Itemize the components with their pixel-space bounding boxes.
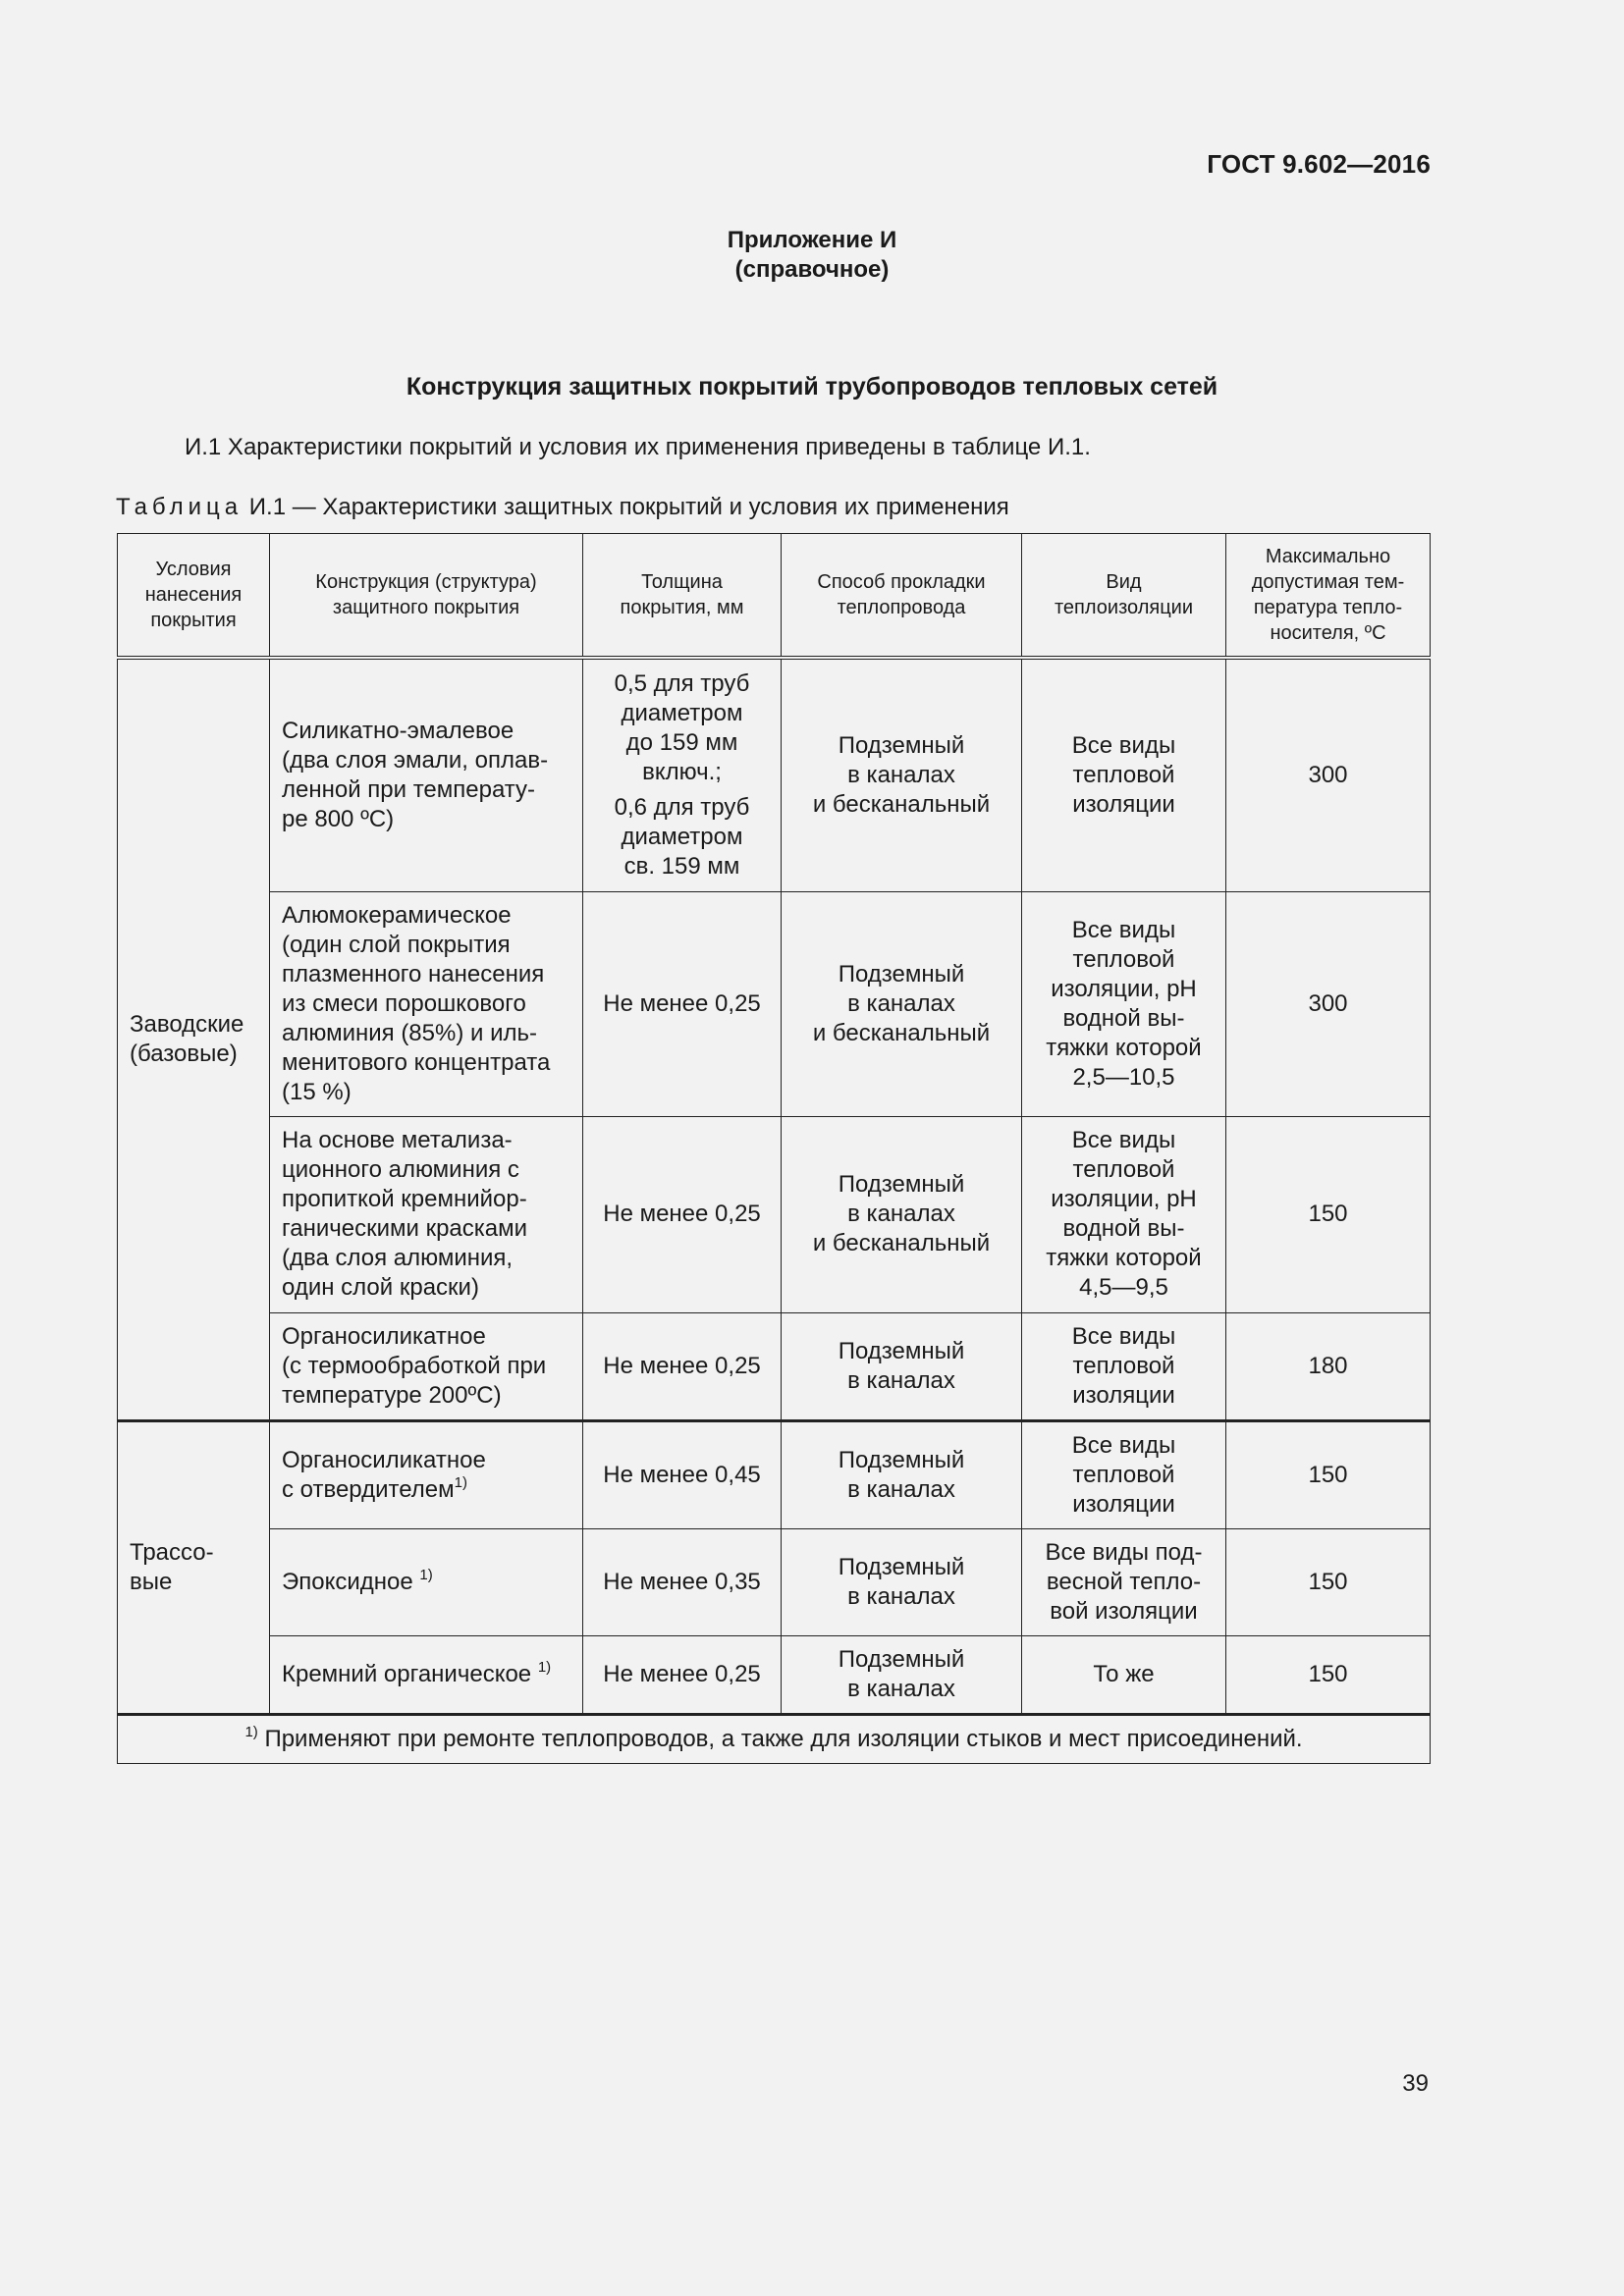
cell-max-temp: 150 xyxy=(1226,1420,1431,1528)
header-thickness: Толщина покрытия, мм xyxy=(583,534,782,659)
table-row xyxy=(118,1635,1431,1714)
cell-max-temp: 150 xyxy=(1226,1528,1431,1635)
header-insulation: Вид теплоизоляции xyxy=(1022,534,1226,659)
table-row xyxy=(118,1116,1431,1312)
section-title: Конструкция защитных покрытий трубопроводов тепловых сетей xyxy=(406,373,1218,400)
cell-thickness: Не менее 0,25 xyxy=(583,1312,782,1420)
table-row xyxy=(118,1528,1431,1635)
cell-thickness: Не менее 0,25 xyxy=(583,1116,782,1312)
cell-laying: Подземный в каналах xyxy=(782,1312,1022,1420)
standard-designation: ГОСТ 9.602—2016 xyxy=(1207,149,1431,179)
cell-thickness: 0,5 для труб диаметром до 159 мм включ.; 0,6 для труб диаметром св. 159 мм xyxy=(583,658,782,891)
cell-thickness: Не менее 0,25 xyxy=(583,1635,782,1714)
footnote-text: Применяют при ремонте теплопроводов, а также для изоляции стыков и мест присоединений. xyxy=(257,1725,1303,1752)
cell-insulation: Все виды тепловой изоляции, pH водной вы- тяжки которой 4,5—9,5 xyxy=(1022,1116,1226,1312)
cell-insulation: Все виды тепловой изоляции xyxy=(1022,658,1226,891)
table-header-row xyxy=(118,534,1431,659)
header-laying: Способ прокладки теплопровода xyxy=(782,534,1022,659)
cell-construction: Эпоксидное $^{1)}$ xyxy=(270,1528,583,1635)
table-row xyxy=(118,891,1431,1116)
group-factory: Заводские (базовые) xyxy=(118,658,270,1420)
cell-construction: Органосиликатное (с термообработкой при температуре 200ºС) xyxy=(270,1312,583,1420)
table-caption-text: И.1 — Характеристики защитных покрытий и условия их применения xyxy=(248,494,1009,520)
appendix-title: Приложение И xyxy=(727,227,897,253)
cell-laying: Подземный в каналах и бесканальный xyxy=(782,891,1022,1116)
cell-max-temp: 150 xyxy=(1226,1635,1431,1714)
cell-construction: Алюмокерамическое (один слой покрытия плазменного нанесения из смеси порошкового алюминия (85%) и иль- менитового концентрата (15 %) xyxy=(270,891,583,1116)
table-row xyxy=(118,1312,1431,1420)
table-footnote-row xyxy=(118,1714,1431,1763)
cell-construction: На основе метализа- ционного алюминия с пропиткой кремнийор- ганическими красками (два слоя алюминия, один слой краски) xyxy=(270,1116,583,1312)
appendix-heading xyxy=(0,226,1624,285)
intro-paragraph: И.1 Характеристики покрытий и условия их применения приведены в таблице И.1. xyxy=(185,434,1091,460)
cell-laying: Подземный в каналах и бесканальный xyxy=(782,658,1022,891)
footnote-mark: 1) xyxy=(244,1723,258,1740)
cell-laying: Подземный в каналах xyxy=(782,1528,1022,1635)
table-caption-label: Таблица xyxy=(116,494,244,520)
table-row xyxy=(118,658,1431,891)
cell-insulation: Все виды под- весной тепло- вой изоляции xyxy=(1022,1528,1226,1635)
group-route: Трассо- вые xyxy=(118,1420,270,1714)
table-row xyxy=(118,1420,1431,1528)
cell-max-temp: 150 xyxy=(1226,1116,1431,1312)
page-number: 39 xyxy=(1402,2070,1429,2097)
cell-max-temp: 300 xyxy=(1226,891,1431,1116)
cell-laying: Подземный в каналах xyxy=(782,1420,1022,1528)
cell-max-temp: 180 xyxy=(1226,1312,1431,1420)
cell-construction: Силикатно-эмалевое (два слоя эмали, оплав- ленной при температу- ре 800 ºС) xyxy=(270,658,583,891)
cell-construction: Органосиликатное с отвердителем$^{1)}$ xyxy=(270,1420,583,1528)
cell-laying: Подземный в каналах и бесканальный xyxy=(782,1116,1022,1312)
cell-thickness: Не менее 0,45 xyxy=(583,1420,782,1528)
coatings-table xyxy=(117,533,1431,1764)
header-max-temp: Максимально допустимая тем- пература тепло- носителя, ºС xyxy=(1226,534,1431,659)
cell-laying: Подземный в каналах xyxy=(782,1635,1022,1714)
appendix-subtitle: (справочное) xyxy=(734,256,890,283)
cell-construction: Кремний органическое $^{1)}$ xyxy=(270,1635,583,1714)
table-caption xyxy=(116,494,1009,521)
cell-thickness: Не менее 0,35 xyxy=(583,1528,782,1635)
cell-insulation: Все виды тепловой изоляции xyxy=(1022,1420,1226,1528)
cell-max-temp: 300 xyxy=(1226,658,1431,891)
table-footnote xyxy=(118,1714,1431,1763)
cell-insulation: Все виды тепловой изоляции xyxy=(1022,1312,1226,1420)
header-construction: Конструкция (структура) защитного покрытия xyxy=(270,534,583,659)
header-conditions: Условия нанесения покрытия xyxy=(118,534,270,659)
cell-insulation: Все виды тепловой изоляции, pH водной вы- тяжки которой 2,5—10,5 xyxy=(1022,891,1226,1116)
cell-thickness: Не менее 0,25 xyxy=(583,891,782,1116)
cell-insulation: То же xyxy=(1022,1635,1226,1714)
